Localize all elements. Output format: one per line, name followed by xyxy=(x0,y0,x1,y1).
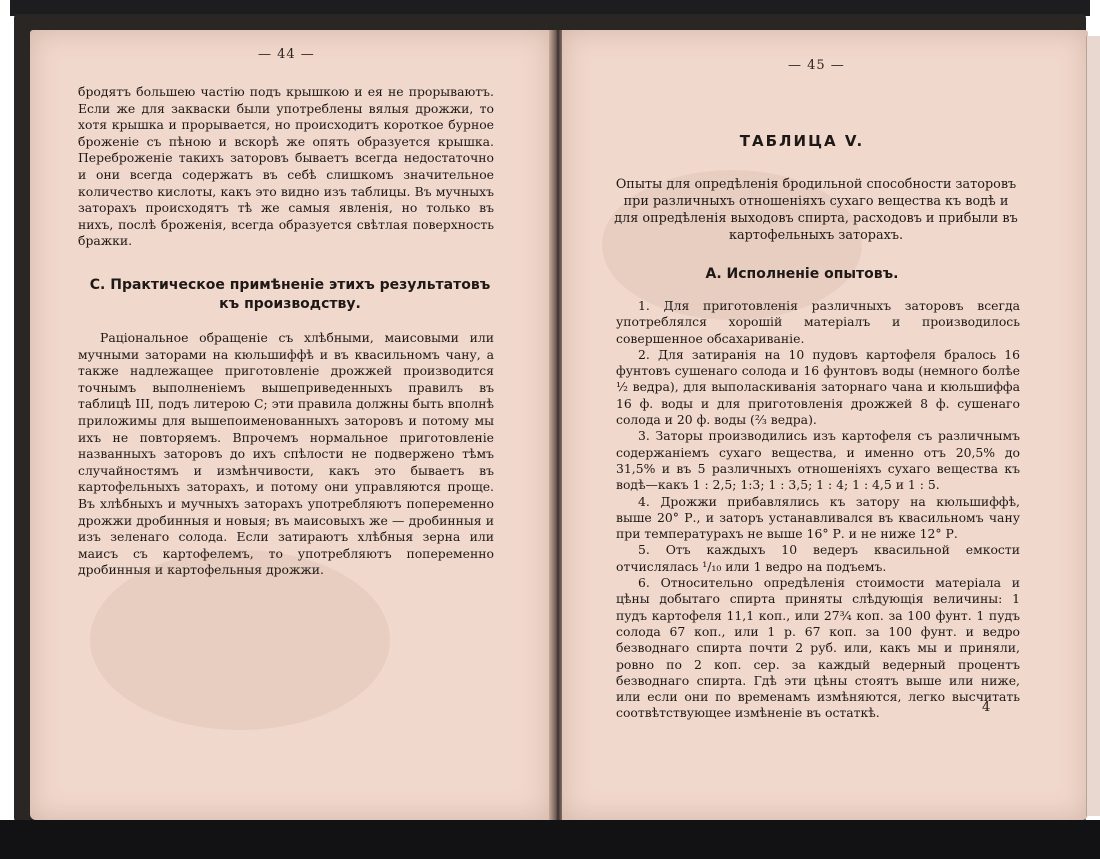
section-c-heading xyxy=(70,276,510,314)
list-item: 4. Дрожжи прибавлялись къ затору на кюльшиффѣ, выше 20° Р., и заторъ устанавливался въ квасильномъ чану при температурахъ не выше 16° Р. и не ниже 12° Р. xyxy=(616,493,1020,542)
section-heading-line: С. Практическое примѣненіе этихъ результатовъ xyxy=(89,277,491,293)
table-subtitle: Опыты для опредѣленія бродильной способности заторовъ при различныхъ отношеніяхъ сухаго вещества къ водѣ и для опредѣленія выходовъ спирта, расходовъ и прибыли въ картофельныхъ заторахъ. xyxy=(614,177,1018,243)
list-item: 2. Для затиранія на 10 пудовъ картофеля бралось 16 фунтовъ сушенаго солода и 16 фунтовъ воды (немного болѣе ½ ведра), для выполаскиванія заторнаго чана и кюльшиффа 16 ф. воды и для приготовленія дрожжей 8 ф. сушенаго солода и 20 ф. воды (⅔ ведра). xyxy=(616,346,1020,428)
list-item: 6. Относительно опредѣленія стоимости матеріала и цѣны добытаго спирта приняты слѣдующія величины: 1 пудъ картофеля 11,1 коп., или 27¾ коп. за 100 фунт. 1 пудъ солода 67 коп., или 1 р. 67 коп. за 100 фунт. и ведро безводнаго спирта почти 2 руб. или, какъ мы и приняли, ровно по 2 коп. сер. за каждый ведерный процентъ безводнаго спирта. Гдѣ эти цѣны стоятъ выше или ниже, или если они по временамъ измѣняются, легко высчитать соотвѣтствующее измѣненіе въ остаткѣ. xyxy=(616,575,1020,721)
right-items-list xyxy=(616,298,1020,722)
list-item: 3. Заторы производились изъ картофеля съ различнымъ содержаніемъ сухаго вещества, и именно отъ 20,5% до 31,5% и въ 5 различныхъ отношеніяхъ сухаго вещества къ водѣ—какъ 1 : 2,5; 1:3; 1 : 3,5; 1 : 4; 1 : 4,5 и 1 : 5. xyxy=(616,428,1020,493)
left-paragraph-1 xyxy=(78,84,494,250)
signature-mark: 4 xyxy=(982,700,991,715)
scan-bottom-border xyxy=(0,820,1100,859)
paragraph-text: Раціональное обращеніе съ хлѣбными, маисовыми или мучными заторами на кюльшиффѣ и въ квасильномъ чану, а также надлежащее приготовленіе дрожжей производится точнымъ выполненіемъ вышеприведенныхъ правилъ въ таблицѣ III, подъ литерою С; эти правила должны быть вполнѣ приложимы для вышепоименованныхъ заторовъ и потому мы ихъ не повторяемъ. Впрочемъ нормальное приготовленіе названныхъ заторовъ до ихъ спѣлости не подвержено тѣмъ случайностямъ и измѣнчивости, какъ это бываетъ въ картофельныхъ заторахъ, и потому они управляются проще. Въ хлѣбныхъ и мучныхъ заторахъ употребляютъ попеременно дрожжи дробинныя и новыя; въ маисовыхъ же — дробинныя и изъ зеленаго солода. Если затираютъ хлѣбныя зерна или маисъ съ картофелемъ, то употребляютъ попеременно дробинныя и картофельныя дрожжи. xyxy=(78,330,494,578)
section-a-heading: А. Исполненіе опытовъ. xyxy=(705,266,899,282)
right-page-number: — 45 — xyxy=(788,58,845,73)
list-item: 5. Отъ каждыхъ 10 ведеръ квасильной емкости отчислялась ¹/₁₀ или 1 ведро на подъемъ. xyxy=(616,542,1020,574)
list-item: 1. Для приготовленія различныхъ заторовъ всегда употреблялся хорошій матеріалъ и производилось совершенное обсахариваніе. xyxy=(616,298,1020,346)
page-edges xyxy=(1086,36,1100,816)
table-title: ТАБЛИЦА V. xyxy=(739,132,865,150)
left-page-number: — 44 — xyxy=(258,47,315,62)
paragraph-text: бродятъ большею частiю подъ крышкою и ея не прорываютъ. Если же для закваски были употреблены вялыя дрожжи, то хотя крышка и прорывается, но происходитъ короткое бурное броженіе съ пѣною и вскорѣ же опять образуется крышка. Переброженіе такихъ заторовъ бываетъ всегда недостаточно и они всегда содержатъ въ себѣ слишкомъ значительное количество кислоты, какъ это видно изъ таблицы. Въ мучныхъ заторахъ происходятъ тѣ же самыя явленія, но только въ нихъ, послѣ броженія, всегда образуется свѣтлая поверхность бражки. xyxy=(78,84,494,249)
left-paragraph-2 xyxy=(78,330,494,579)
section-heading-line: къ производству. xyxy=(219,296,361,312)
